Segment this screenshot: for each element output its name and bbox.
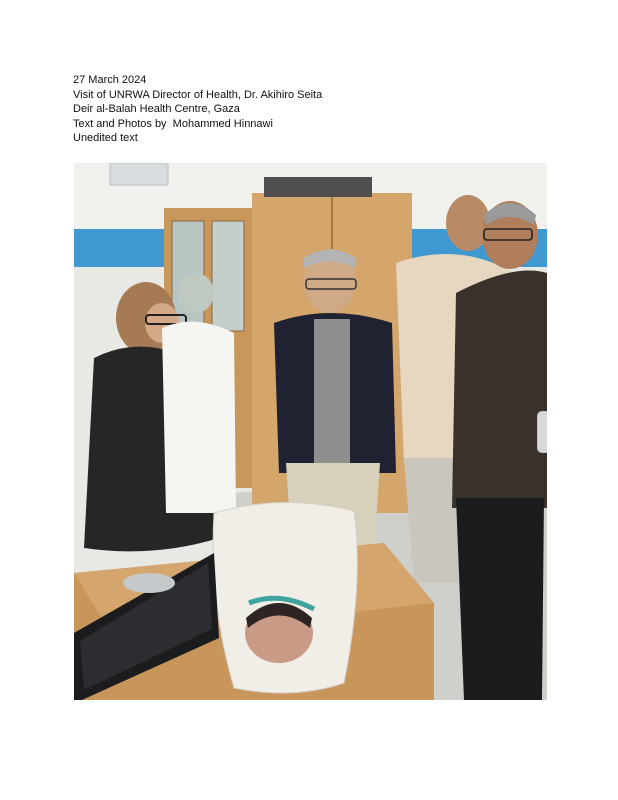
cabinet-glass-right — [212, 221, 244, 331]
center-man-shirt — [314, 319, 350, 469]
document-header — [73, 73, 543, 146]
window — [110, 163, 168, 185]
photo-illustration — [74, 163, 547, 700]
side-scroll-handle[interactable] — [537, 411, 547, 453]
metal-tray — [123, 573, 175, 593]
visit-photo — [74, 163, 547, 700]
box-on-wardrobe — [264, 177, 372, 197]
right-man-trousers — [456, 498, 544, 700]
date-line: 27 March 2024 — [73, 74, 147, 86]
credit-line: Text and Photos by Mohammed Hinnawi — [73, 117, 273, 130]
location-line: Deir al-Balah Health Centre, Gaza — [73, 103, 240, 116]
visit-title-line: Visit of UNRWA Director of Health, Dr. Akihiro Seita — [73, 88, 323, 101]
status-line: Unedited text — [73, 132, 138, 145]
nurse-white-coat — [162, 322, 236, 513]
right-man-cardigan — [452, 271, 547, 509]
nurse-headscarf — [178, 273, 214, 313]
